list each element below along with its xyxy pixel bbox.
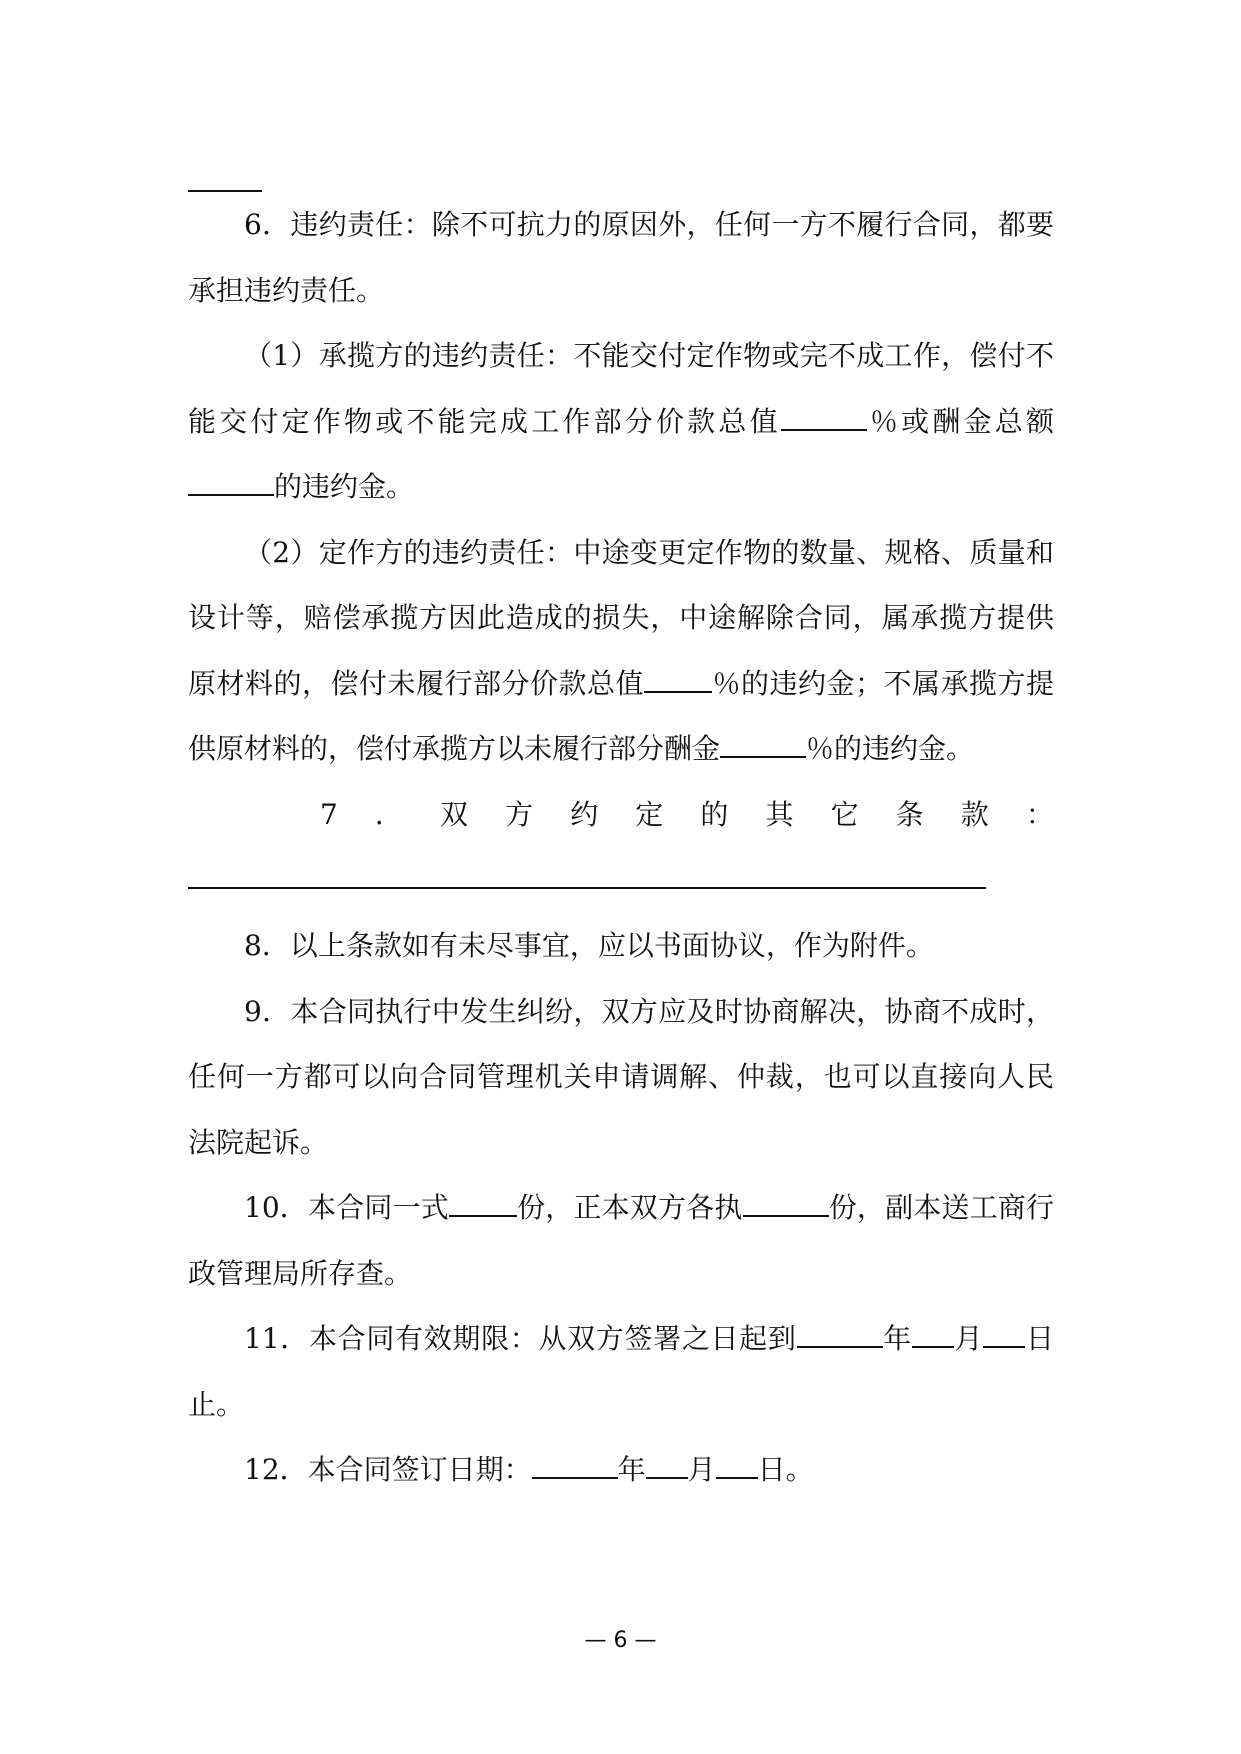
clause-6-2-text-c: ％的违约金。: [806, 732, 975, 765]
fill-blank[interactable]: [716, 1447, 758, 1479]
clause-8: [188, 913, 1054, 979]
clause-7-char: 方: [505, 797, 534, 831]
clause-7-char: 它: [830, 797, 859, 831]
clause-7-fill-line[interactable]: [188, 887, 986, 889]
clause-10: [188, 1175, 1054, 1306]
clause-10-text-b: 份，正本双方各执: [516, 1191, 743, 1224]
clause-7-char: 其: [765, 797, 794, 831]
clause-8-text: 8．以上条款如有未尽事宜，应以书面协议，作为附件。: [244, 929, 934, 962]
clause-7-char: ：: [1025, 797, 1054, 831]
clause-6-1-text-c: 的违约金。: [274, 470, 415, 503]
clause-7-char: 的: [700, 797, 729, 831]
clause-7-char: 约: [570, 797, 599, 831]
clause-12-text-c: 月: [687, 1453, 716, 1486]
clause-11: [188, 1306, 1054, 1437]
fill-blank[interactable]: [188, 464, 274, 496]
fill-blank[interactable]: [644, 661, 712, 693]
clause-12: [188, 1437, 1054, 1503]
clause-6-2: [188, 520, 1054, 782]
clause-6-1-text-b: ％或酬金总额: [866, 404, 1054, 438]
fill-blank[interactable]: [646, 1447, 688, 1479]
clause-7-char: 款: [960, 797, 989, 831]
fill-blank[interactable]: [781, 399, 867, 431]
fill-blank[interactable]: [912, 1316, 954, 1348]
clause-7-char: 双: [440, 797, 469, 831]
clause-12-text-b: 年: [617, 1453, 646, 1486]
clause-9: [188, 979, 1054, 1176]
clause-11-text-b: 年: [882, 1322, 912, 1355]
clause-11-text-c: 月: [953, 1322, 984, 1355]
clause-6-2-text-b: ％的违约金；不属承揽方提供原材料的，偿付承揽方以未履行部分酬金: [188, 666, 1054, 765]
fill-blank[interactable]: [797, 1316, 883, 1348]
clause-7: [188, 782, 1054, 848]
clause-6-1: [188, 323, 1054, 520]
clause-9-text: 9．本合同执行中发生纠纷，双方应及时协商解决，协商不成时，任何一方都可以向合同管理机关申请调解、仲裁，也可以直接向人民法院起诉。: [188, 994, 1054, 1159]
fill-blank[interactable]: [983, 1316, 1025, 1348]
clause-7-char: 定: [635, 797, 664, 831]
clause-6-text: 6．违约责任：除不可抗力的原因外，任何一方不履行合同，都要承担违约责任。: [188, 208, 1054, 307]
clause-11-text: 11．本合同有效期限：从双方签署之日起到: [244, 1322, 797, 1355]
clause-10-text: 10．本合同一式: [244, 1191, 449, 1224]
fill-blank[interactable]: [743, 1185, 829, 1217]
fill-blank[interactable]: [532, 1447, 618, 1479]
fill-blank[interactable]: [449, 1185, 517, 1217]
clause-7-char: ．: [374, 797, 403, 831]
page-number: — 6 —: [584, 1628, 657, 1653]
clause-12-text-d: 日。: [757, 1453, 814, 1486]
clause-12-text: 12．本合同签订日期：: [244, 1453, 532, 1486]
clause-6: [188, 192, 1054, 323]
contract-body: [188, 160, 1054, 1503]
clause-6-1-text: （1）承揽方的违约责任：不能交付定作物或完不成工作，偿付不能交付定作物或不能完成工作部分价款总值: [188, 339, 1054, 438]
fill-blank[interactable]: [720, 726, 806, 758]
clause-6-2-text: （2）定作方的违约责任：中途变更定作物的数量、规格、质量和设计等，赔偿承揽方因此造成的损失，中途解除合同，属承揽方提供原材料的，偿付未履行部分价款总值: [188, 535, 1054, 700]
clause-7-char: 条: [895, 797, 924, 831]
clause-11-text-d: 日止。: [188, 1322, 1054, 1421]
clause-7-char: 7: [320, 797, 338, 831]
clause-10-text-c: 份，副本送工商行政管理局所存查。: [188, 1191, 1054, 1290]
